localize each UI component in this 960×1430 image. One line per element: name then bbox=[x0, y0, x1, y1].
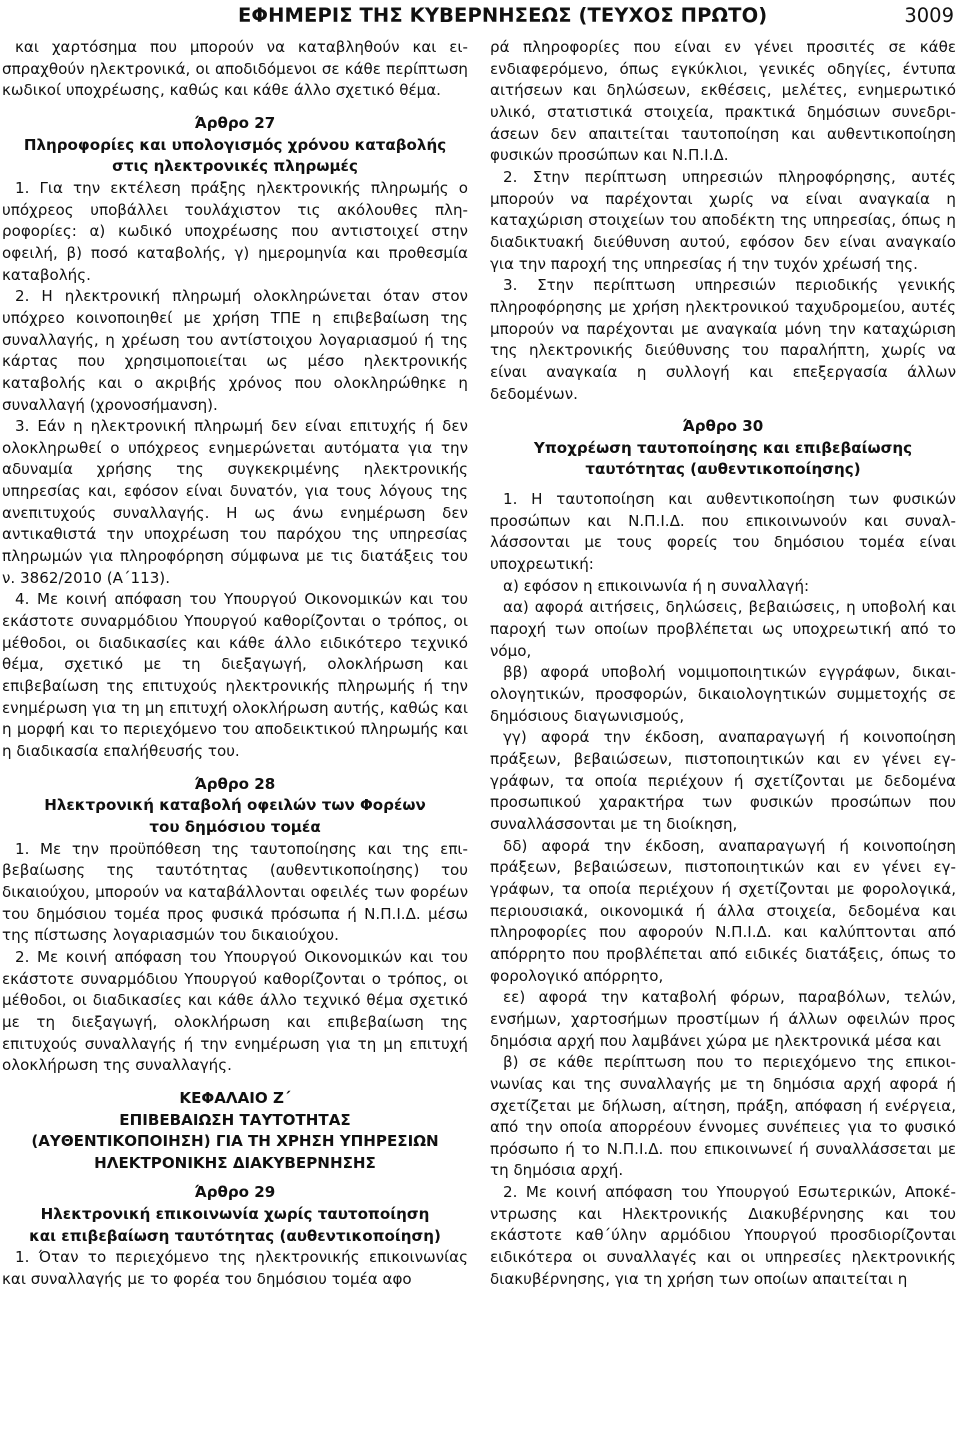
chapter-title: ΚΕΦΑΛΑΙΟ Ζ΄ bbox=[179, 1088, 291, 1107]
paragraph: 2. Η ηλεκτρονική πληρωμή ολοκληρώνεται όταν στον υπόχρεο κοινοποιηθεί με χρήση ΤΠΕ η επιβεβαίωση της συναλλαγής, η χρέωση του αντίστοιχου λογαριασμού ή της κάρτας που χρησιμοποιείται ως μέσο ηλεκτρονικής καταβολής και ο ακριβής χρόνος που ολοκληρώθηκε η συναλλαγή (χρονοσήμανση). bbox=[2, 287, 468, 414]
chapter-heading-line-1: ΕΠΙΒΕΒΑΙΩΣΗ ΤΑΥΤΟΤΗΤΑΣ bbox=[119, 1110, 351, 1129]
paragraph: 2. Με κοινή απόφαση του Υπουργού Οικονομικών και του εκάστοτε συναρμόδιου Υπουργού καθορίζονται ο τρόπος, οι μέθοδοι, οι διαδικασίες και κάθε άλλο τεχνικό θέμα σχετικό με τη διεξαγωγή, ολοκλήρωση και επιβεβαίωση της επιτυχούς συναλλαγής ή την ενημέρωση για τη μη επιτυχή ολοκλήρωση της συναλλαγής. bbox=[2, 947, 468, 1075]
paragraph: 4. Με κοινή απόφαση του Υπουργού Οικονομικών και του εκάστοτε συναρμόδιου Υπουργού καθορίζονται ο τρόπος, οι μέθοδοι, οι διαδικασίες και κάθε άλλο ειδικότερο τεχνικό θέμα, σχετικό με τη διεξαγωγή, ολοκλήρωση και επιβεβαίωση της επιτυχούς ηλεκτρονικής πληρωμής ή την ενημέρωση για τη μη επιτυχή ολοκλήρωση αυτής, καθώς και η μορφή και το περιεχόμενο του αποδεικτικού πληρωμής και η διαδικασία επαλήθευσής του. bbox=[2, 590, 468, 760]
paragraph: 1. Για την εκτέλεση πράξης ηλεκτρονικής πληρωμής ο υπόχρεος υποβάλλει τουλάχιστον τις ακόλουθες πληροφορίες: α) κωδικό υποχρέωσης που αντιστοιχεί στην οφειλή, β) ποσό καταβολής, γ) ημερομηνία και προθεσμία καταβολής. bbox=[2, 178, 468, 284]
paragraph: ββ) αφορά υποβολή νομιμοποιητικών εγγράφων, δικαιολογητικών, προσφορών, δικαιολογητικών συμμετοχής σε δημόσιους διαγωνισμούς, bbox=[490, 663, 956, 725]
paragraph: 1. Όταν το περιεχόμενο της ηλεκτρονικής επικοινωνίας και συναλλαγής με το φορέα του δημόσιου τομέα αφο bbox=[2, 1248, 468, 1289]
article-27-title: Άρθρο 27 bbox=[194, 113, 276, 132]
article-27-heading-line-1: Πληροφορίες και υπολογισμός χρόνου καταβολής bbox=[23, 135, 447, 154]
paragraph: 3. Στην περίπτωση υπηρεσιών περιοδικής γενικής πληροφόρησης με χρήση ηλεκτρονικού ταχυδρομείου, αυτές μπορούν να παρέχονται με αναγκαία μόνη την καταχώριση της ηλεκτρονικής διεύθυνσης του παραλήπτη, χωρίς να είναι αναγκαία η συλλογή και επεξεργασία άλλων δεδομένων. bbox=[490, 276, 956, 403]
paragraph: δδ) αφορά την έκδοση, αναπαραγωγή ή κοινοποίηση πράξεων, βεβαιώσεων, πιστοποιητικών και εν γένει εγγράφων, τα οποία περιέχουν ή σχετίζονται με φορολογικά, περιουσιακά, οικονομικά ή άλλα στοιχεία, δεδομένα και πληροφορίες που αφορούν Ν.Π.Ι.Δ. και καλύπτονται από απόρρητο που προβλέπεται από ειδικές διατάξεις, όπως το φορολογικό απόρρητο, bbox=[490, 836, 956, 985]
article-30-title: Άρθρο 30 bbox=[682, 417, 764, 436]
article-30-heading-line-1: Υποχρέωση ταυτοποίησης και επιβεβαίωσης bbox=[533, 438, 913, 457]
article-29-heading-line-2: και επιβεβαίωση ταυτότητας (αυθεντικοποίηση) bbox=[29, 1226, 441, 1245]
page-header bbox=[0, 4, 960, 30]
paragraph: αα) αφορά αιτήσεις, δηλώσεις, βεβαιώσεις, η υποβολή και παροχή των οποίων προβλέπεται ως υποχρεωτική από το νόμο, bbox=[490, 598, 956, 660]
left-column bbox=[2, 37, 468, 1291]
paragraph: 3. Εάν η ηλεκτρονική πληρωμή δεν είναι επιτυχής ή δεν ολοκληρωθεί ο υπόχρεος ενημερώνεται αυτόματα για την αδυναμία χρήσης της συγκεκριμένης ηλεκτρονικής υπηρεσίας και, εφόσον είναι δυνατόν, για τους λόγους της ανεπιτυχούς συναλλαγής. Η ως άνω ενημέρωση δεν αντικαθιστά την υποχρέωση του παρόχου της υπηρεσίας πληρωμών για πληροφόρηση σύμφωνα με τις διατάξεις του ν. 3862/2010 (Α΄113). bbox=[2, 417, 468, 587]
paragraph: γγ) αφορά την έκδοση, αναπαραγωγή ή κοινοποίηση πράξεων, βεβαιώσεων, πιστοποιητικών και εν γένει εγγράφων, τα οποία περιέχουν ή σχετίζονται με δεδομένα προσωπικού χαρακτήρα των φυσικών προσώπων που συναλλάσσονται με τη διοίκηση, bbox=[490, 728, 956, 833]
paragraph: 1. Με την προϋπόθεση της ταυτοποίησης και της επιβεβαίωσης της ταυτότητας (αυθεντικοποίησης) του δικαιούχου, μπορούν να καταβάλλονται οφειλές των φορέων του δημόσιου τομέα προς φυσικά πρόσωπα ή Ν.Π.Ι.Δ. μέσω της πίστωσης λογαριασμών του δικαιούχου. bbox=[2, 839, 468, 945]
page-number: 3009 bbox=[904, 4, 954, 27]
article-29-heading-line-1: Ηλεκτρονική επικοινωνία χωρίς ταυτοποίηση bbox=[40, 1205, 430, 1224]
article-29-title: Άρθρο 29 bbox=[194, 1183, 276, 1202]
article-28-heading-line-1: Ηλεκτρονική καταβολή οφειλών των Φορέων bbox=[44, 796, 426, 815]
paragraph: β) σε κάθε περίπτωση που το περιεχόμενο της επικοινωνίας και της συναλλαγής με τη δημόσια αρχή αφορά ή σχετίζεται με δήλωση, αίτηση, πράξη, απόφαση ή ενέργεια, από την οποία απορρέουν έννομες συνέπειες για το φυσικό πρόσωπο ή το Ν.Π.Ι.Δ. που επικοινωνεί ή συναλλάσσεται με τη δημόσια αρχή. bbox=[490, 1053, 956, 1180]
paragraph: 2. Στην περίπτωση υπηρεσιών πληροφόρησης, αυτές μπορούν να παρέχονται χωρίς να είναι αναγκαία η καταχώριση στοιχείων του αποδέκτη της υπηρεσίας, όπως η διαδικτυακή διεύθυνση αυτού, εφόσον δεν είναι αναγκαίο για την παροχή της υπηρεσίας ή την τυχόν χρέωσή της. bbox=[490, 167, 956, 273]
article-27-heading-line-2: στις ηλεκτρονικές πληρωμές bbox=[112, 157, 358, 176]
paragraph: ρά πληροφορίες που είναι εν γένει προσιτές σε κάθε ενδιαφερόμενο, όπως εγκύκλιοι, γενικές οδηγίες, έντυπα αιτήσεων και δηλώσεων, εκθέσεις, μελέτες, ενημερωτικό υλικό, στατιστικά στοιχεία, πρακτικά δημόσιων συνεδριάσεων δεν απαιτείται ταυτοποίηση και αυθεντικοποίηση φυσικών προσώπων και Ν.Π.Ι.Δ. bbox=[490, 38, 956, 165]
gazette-title: ΕΦΗΜΕΡΙΣ ΤΗΣ ΚΥΒΕΡΝΗΣΕΩΣ (ΤΕΥΧΟΣ ΠΡΩΤΟ) bbox=[238, 4, 768, 27]
article-30-heading-line-2: ταυτότητας (αυθεντικοποίησης) bbox=[585, 460, 861, 479]
paragraph: και χαρτόσημα που μπορούν να καταβληθούν και εισπραχθούν ηλεκτρονικά, οι αποδιδόμενοι σε κάθε περίπτωση κωδικοί υποχρέωσης, καθώς και κάθε άλλο σχετικό θέμα. bbox=[2, 38, 468, 100]
paragraph: 2. Με κοινή απόφαση του Υπουργού Εσωτερικών, Αποκέντρωσης και Ηλεκτρονικής Διακυβέρνησης και του εκάστοτε καθ΄ύλην αρμόδιου Υπουργού προσδιορίζονται ειδικότερα οι συναλλαγές και οι υπηρεσίες ηλεκτρονικής διακυβέρνησης, για τη χρήση των οποίων απαιτείται η bbox=[490, 1183, 956, 1288]
article-28-heading-line-2: του δημόσιου τομέα bbox=[149, 817, 321, 836]
paragraph: εε) αφορά την καταβολή φόρων, παραβόλων, τελών, ενσήμων, χαρτοσήμων προστίμων ή άλλων οφειλών προς δημόσια αρχή που λαμβάνει χώρα με ηλεκτρονικά μέσα και bbox=[490, 988, 956, 1050]
paragraph: α) εφόσον η επικοινωνία ή η συναλλαγή: bbox=[503, 576, 810, 595]
chapter-heading-line-3: ΗΛΕΚΤΡΟΝΙΚΗΣ ΔΙΑΚΥΒΕΡΝΗΣΗΣ bbox=[94, 1153, 376, 1172]
paragraph: 1. Η ταυτοποίηση και αυθεντικοποίηση των φυσικών προσώπων και Ν.Π.Ι.Δ. που επικοινωνούν και συναλλάσσονται με τους φορείς του δημόσιου τομέα είναι υποχρεωτική: bbox=[490, 490, 956, 574]
right-column bbox=[490, 37, 956, 1290]
chapter-heading-line-2: (ΑΥΘΕΝΤΙΚΟΠΟΙΗΣΗ) ΓΙΑ ΤΗ ΧΡΗΣΗ ΥΠΗΡΕΣΙΩΝ bbox=[31, 1132, 439, 1151]
article-28-title: Άρθρο 28 bbox=[194, 774, 276, 793]
